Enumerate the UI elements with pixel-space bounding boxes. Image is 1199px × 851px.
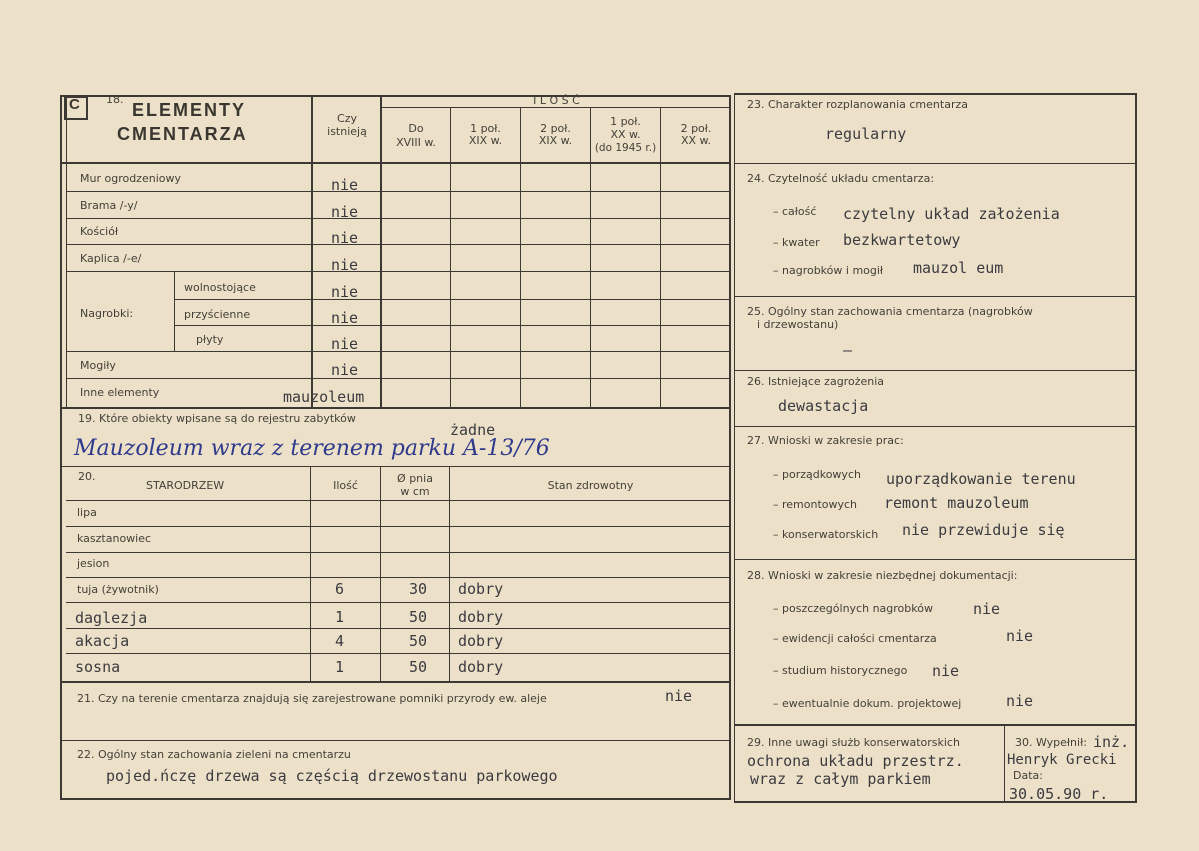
row-label: Inne elementy [80, 386, 160, 399]
q30-date: 30.05.90 r. [1009, 785, 1109, 803]
row-value: nie [331, 176, 359, 194]
q20-header-stan: Stan zdrowotny [547, 479, 634, 492]
q29-label: 29. Inne uwagi służb konserwatorskich [747, 736, 960, 749]
q22-label: 22. Ogólny stan zachowania zieleni na cmentarzu [77, 748, 351, 761]
q23-label: 23. Charakter rozplanowania cmentarza [747, 98, 968, 111]
tree-dia: 50 [409, 608, 428, 626]
q20-header-starodrzew: STARODRZEW [146, 479, 225, 492]
tree-state: dobry [458, 608, 504, 626]
q24-label-nagrobkow: – nagrobków i mogił [773, 264, 884, 277]
q25-label-1: 25. Ogólny stan zachowania cmentarza (nagrobków [747, 305, 1033, 318]
q27-label-porzadkowych: – porządkowych [773, 468, 861, 481]
q24-value-kwater: bezkwartetowy [843, 231, 961, 249]
q28-value-1: nie [973, 600, 1001, 618]
q24-label-kwater: – kwater [773, 236, 820, 249]
q28-label-1: – poszczególnych nagrobków [773, 602, 933, 615]
q27-value-remontowych: remont mauzoleum [884, 494, 1029, 512]
tree-name: sosna [75, 658, 121, 676]
q24-value-calosc: czytelny układ założenia [843, 205, 1060, 223]
czy-istnieja-2: istnieją [327, 125, 367, 138]
tree-state: dobry [458, 580, 504, 598]
tree-name: jesion [77, 557, 110, 570]
tree-name: akacja [75, 632, 130, 650]
row-label: Mogiły [80, 359, 116, 372]
tree-qty: 1 [335, 658, 345, 676]
row-label: Mur ogrodzeniowy [80, 172, 181, 185]
q30-date-label: Data: [1013, 769, 1043, 782]
section-number: 18. [106, 93, 124, 106]
row-value: mauzoleum [283, 388, 365, 406]
q21-label: 21. Czy na terenie cmentarza znajdują się zarejestrowane pomniki przyrody ew. aleje [77, 692, 547, 705]
tree-name: kasztanowiec [77, 532, 152, 545]
q25-value: – [843, 341, 853, 359]
q27-value-porzadkowych: uporządkowanie terenu [886, 470, 1076, 488]
q27-value-konserwatorskich: nie przewiduje się [902, 521, 1065, 539]
tree-dia: 50 [409, 632, 428, 650]
period-4-c: (do 1945 r.) [594, 142, 657, 154]
section-letter: C [69, 96, 80, 113]
period-1-b: XVIII w. [396, 136, 436, 149]
q20-number: 20. [78, 470, 96, 483]
tree-name: lipa [77, 506, 97, 519]
row-value: nie [331, 309, 359, 327]
row-label: Brama /-y/ [80, 199, 138, 212]
row-label: Kaplica /-e/ [80, 252, 142, 265]
q19-typed: żadne [450, 421, 496, 439]
tree-dia: 30 [409, 580, 428, 598]
row-label: wolnostojące [184, 281, 256, 294]
q27-label-remontowych: – remontowych [773, 498, 858, 511]
tree-qty: 1 [335, 608, 345, 626]
title-line-1: ELEMENTY [132, 100, 247, 120]
q29-line-2: wraz z całym parkiem [750, 770, 931, 788]
q23-value: regularny [825, 125, 907, 143]
q29-line-1: ochrona układu przestrz. [747, 752, 964, 770]
period-4-a: 1 poł. [610, 115, 641, 128]
q28-value-2: nie [1006, 627, 1034, 645]
q30-name: Henryk Grecki [1007, 752, 1117, 768]
period-3-b: XIX w. [538, 134, 573, 147]
q22-value: pojed.ńczę drzewa są częścią drzewostanu parkowego [106, 767, 558, 785]
q27-label-konserwatorskich: – konserwatorskich [773, 528, 879, 541]
q30-label: 30. Wypełnił: [1015, 736, 1087, 749]
tree-state: dobry [458, 632, 504, 650]
q24-label: 24. Czytelność układu cmentarza: [747, 172, 935, 185]
q28-label-2: – ewidencji całości cmentarza [773, 632, 937, 645]
q30-title: inż. [1093, 733, 1130, 751]
period-3-a: 2 poł. [540, 122, 571, 135]
q28-value-4: nie [1006, 692, 1034, 710]
row-value: nie [331, 335, 359, 353]
tree-qty: 4 [335, 632, 345, 650]
q20-header-wcm: w cm [400, 485, 430, 498]
row-value: nie [331, 229, 359, 247]
ilosc-header: I L O Ś Ć [533, 94, 580, 107]
tree-state: dobry [458, 658, 504, 676]
row-value: nie [331, 361, 359, 379]
period-5-a: 2 poł. [680, 122, 712, 135]
q19-handwritten: Mauzoleum wraz z terenem parku A-13/76 [74, 436, 550, 461]
q21-value: nie [665, 687, 693, 705]
q26-label: 26. Istniejące zagrożenia [747, 375, 885, 388]
q28-value-3: nie [932, 662, 960, 680]
q26-value: dewastacja [778, 397, 869, 415]
q28-label-4: – ewentualnie dokum. projektowej [773, 697, 962, 710]
q24-label-calosc: – całość [773, 205, 817, 218]
title-line-2: CMENTARZA [117, 124, 248, 144]
q19-label: 19. Które obiekty wpisane są do rejestru zabytków [78, 412, 356, 425]
nagrobki-label: Nagrobki: [80, 307, 134, 320]
tree-name: daglezja [75, 609, 148, 627]
row-label: przyścienne [184, 308, 251, 321]
tree-dia: 50 [409, 658, 428, 676]
period-5-b: XX w. [680, 134, 712, 147]
q25-label-2: i drzewostanu) [757, 318, 839, 331]
period-2-b: XIX w. [468, 134, 503, 147]
q27-label: 27. Wnioski w zakresie prac: [747, 434, 904, 447]
q28-label-3: – studium historycznego [773, 664, 908, 677]
row-value: nie [331, 256, 359, 274]
q28-label: 28. Wnioski w zakresie niezbędnej dokumentacji: [747, 569, 1018, 582]
row-label: Kościół [80, 225, 119, 238]
period-2-a: 1 poł. [470, 122, 501, 135]
tree-name: tuja (żywotnik) [77, 583, 159, 596]
period-4-b: XX w. [610, 128, 641, 141]
period-1-a: Do [408, 122, 424, 135]
row-label: płyty [196, 333, 224, 346]
czy-istnieja-1: Czy [337, 112, 357, 125]
q24-value-nagrobkow: mauzol eum [913, 259, 1004, 277]
q20-header-ilosc: Ilość [333, 479, 358, 492]
row-value: nie [331, 203, 359, 221]
q20-header-pnia: Ø pnia [397, 472, 433, 485]
tree-qty: 6 [335, 580, 345, 598]
row-value: nie [331, 283, 359, 301]
